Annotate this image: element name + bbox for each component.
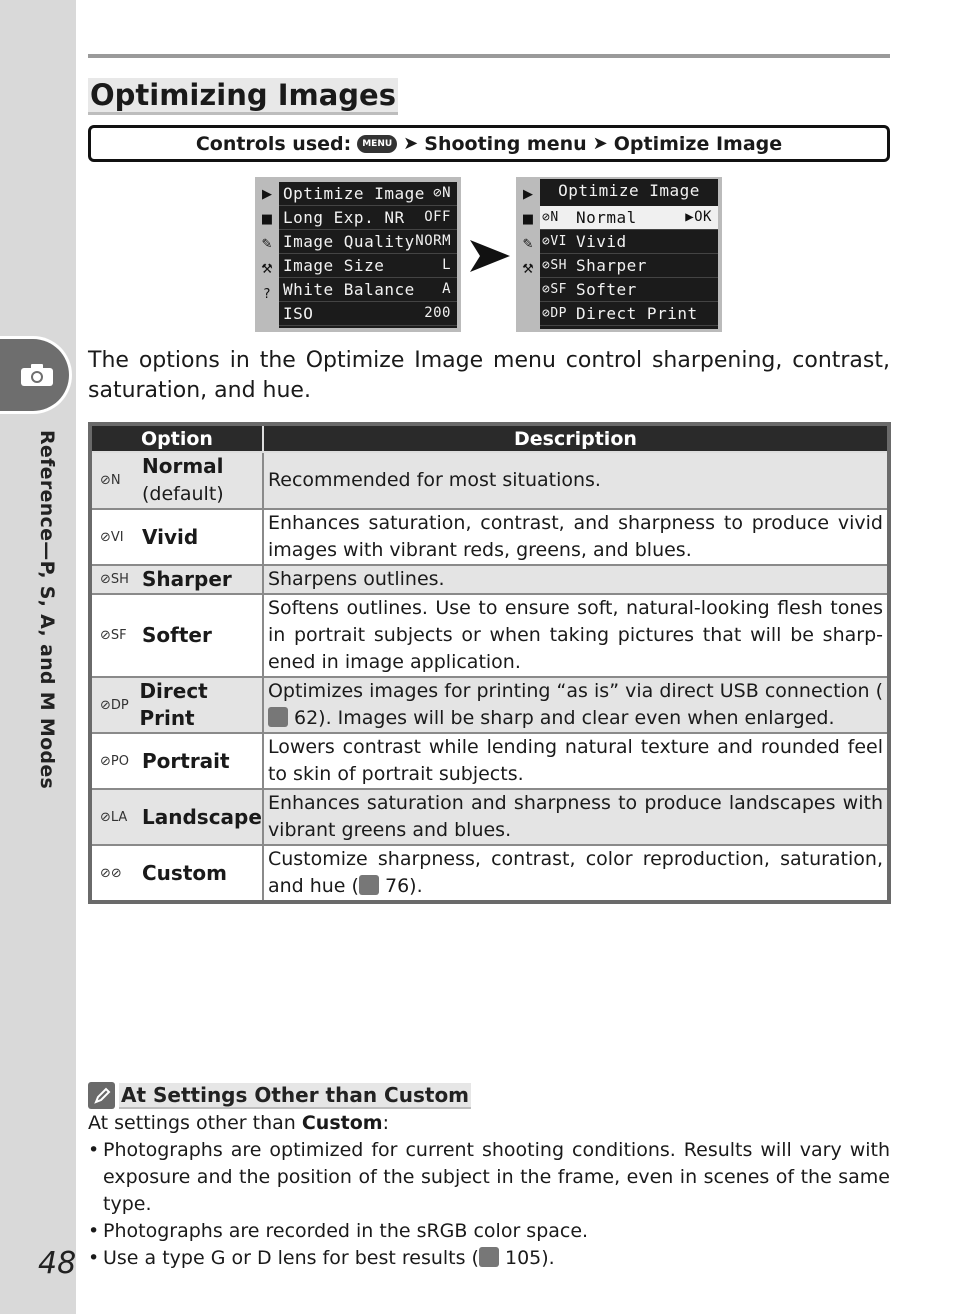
lcd-list <box>279 182 457 328</box>
camera-tab-icon: ■ <box>521 212 535 227</box>
description-cell: Customize sharpness, contrast, color reproduction, saturation, and hue ( 76). <box>263 845 889 902</box>
lcd-row: Image Size L <box>279 254 457 278</box>
option-name: Direct Print <box>139 679 208 730</box>
lcd-row: Image Quality NORM <box>279 230 457 254</box>
pencil-tab-icon: ✎ <box>261 237 273 252</box>
pencil-note-icon <box>88 1082 115 1109</box>
menu-button-icon: MENU <box>357 135 397 153</box>
arrow-icon: ➤ <box>403 133 419 154</box>
header-option: Option <box>90 424 263 452</box>
note-intro: At settings other than Custom: <box>88 1112 389 1134</box>
option-name: Normal <box>142 454 224 478</box>
arrow-icon: ➤ <box>592 133 608 154</box>
option-code: ⊘SH <box>100 572 129 587</box>
lcd-row: ⊘VI Vivid <box>540 230 718 254</box>
page-reference-icon <box>268 707 288 727</box>
note-title: At Settings Other than Custom <box>121 1082 470 1107</box>
table-row <box>90 452 889 509</box>
playback-tab-icon: ▶ <box>523 187 533 202</box>
controls-step-shooting-menu: Shooting menu <box>424 132 587 155</box>
table-row <box>90 733 889 789</box>
lcd-header: Optimize Image <box>558 181 700 201</box>
option-code: ⊘PO <box>100 753 129 769</box>
lcd-row: ⊘SF Softer <box>540 278 718 302</box>
options-table <box>88 422 891 904</box>
option-cell <box>90 845 263 902</box>
intro-paragraph: The options in the Optimize Image menu control sharpening, contrast, saturation, and hue. <box>88 348 890 403</box>
wrench-tab-icon: ⚒ <box>522 262 534 277</box>
table-row <box>90 677 889 733</box>
section-label: Reference—P, S, A, and M Modes <box>36 430 58 790</box>
note-heading <box>88 1082 471 1109</box>
lcd-optimize-image-menu <box>516 177 722 332</box>
description-cell: Recommended for most situations. <box>263 452 889 509</box>
list-item: • Photographs are recorded in the sRGB color space. <box>88 1218 890 1245</box>
option-name: Custom <box>142 860 227 885</box>
table-row <box>90 565 889 594</box>
option-sub: (default) <box>142 483 224 505</box>
option-code: ⊘⊘ <box>100 865 122 881</box>
list-item: • Use a type G or D lens for best results ( 105). <box>88 1245 890 1272</box>
page-reference-icon <box>359 875 379 895</box>
page-number: 48 <box>38 1246 77 1281</box>
option-cell <box>90 565 263 594</box>
help-tab-icon: ? <box>263 287 271 302</box>
lcd-row: ⊘DP Direct Print <box>540 302 718 326</box>
option-name: Sharper <box>142 567 232 591</box>
option-cell <box>90 594 263 677</box>
lcd-row: ⊘SH Sharper <box>540 254 718 278</box>
note-bullet-list <box>88 1137 890 1272</box>
page-reference-icon <box>479 1247 499 1267</box>
option-code: ⊘VI <box>100 529 124 545</box>
controls-step-optimize-image: Optimize Image <box>613 132 783 155</box>
description-cell: Lowers contrast while lending natural texture and rounded feel to skin of portrait subjects. <box>263 733 889 789</box>
description-cell: Sharpens outlines. <box>263 565 889 594</box>
table-row <box>90 594 889 677</box>
option-cell <box>90 677 263 733</box>
option-name: Vivid <box>142 524 199 549</box>
page-title: Optimizing Images <box>88 78 398 115</box>
camera-tab-icon: ■ <box>260 212 274 227</box>
lcd-menu-tabs <box>257 187 277 302</box>
option-cell <box>90 789 263 845</box>
description-cell: Enhances saturation and sharpness to produce landscapes with vibrant greens and blues. <box>263 789 889 845</box>
table-header-row <box>90 424 889 452</box>
option-code: ⊘SF <box>100 628 127 643</box>
option-cell <box>90 733 263 789</box>
header-description: Description <box>263 424 889 452</box>
option-code: ⊘N <box>100 473 121 488</box>
lcd-shooting-menu <box>255 177 461 332</box>
lcd-list <box>540 179 718 329</box>
option-code: ⊘DP <box>100 697 129 713</box>
pencil-tab-icon: ✎ <box>522 237 534 252</box>
right-arrow-icon <box>470 240 510 272</box>
option-cell <box>90 452 263 509</box>
description-cell: Optimizes images for printing “as is” via direct USB connection ( 62). Images will be sharp and clear even when enlarged. <box>263 677 889 733</box>
controls-prefix: Controls used: <box>195 132 352 155</box>
playback-tab-icon: ▶ <box>262 187 272 202</box>
table-row <box>90 509 889 565</box>
option-cell <box>90 509 263 565</box>
description-cell: Enhances saturation, contrast, and sharpness to produce vivid images with vibrant reds, greens, and blues. <box>263 509 889 565</box>
lcd-row-selected: ⊘N Normal ▶OK <box>540 206 718 230</box>
option-name: Softer <box>142 623 212 647</box>
description-cell: Softens outlines. Use to ensure soft, natural-looking flesh tones in portrait subjects or when taking pictures that will be sharp-ened in image application. <box>263 594 889 677</box>
list-item: • Photographs are optimized for current shooting conditions. Results will vary with exposure and the position of the subject in the frame, even in scenes of the same type. <box>88 1137 890 1218</box>
lcd-row: Long Exp. NR OFF <box>279 206 457 230</box>
controls-used-box <box>88 125 890 162</box>
option-code: ⊘LA <box>100 809 128 825</box>
option-name: Portrait <box>142 748 230 773</box>
lcd-row: Optimize Image ⊘N <box>279 182 457 206</box>
top-rule <box>88 54 890 58</box>
camera-icon <box>20 363 54 387</box>
table-row <box>90 845 889 902</box>
table-row <box>90 789 889 845</box>
lcd-row: White Balance A <box>279 278 457 302</box>
wrench-tab-icon: ⚒ <box>261 262 273 277</box>
option-name: Landscape <box>142 804 262 829</box>
lcd-menu-tabs <box>518 187 538 277</box>
lcd-row: ISO 200 <box>279 302 457 326</box>
